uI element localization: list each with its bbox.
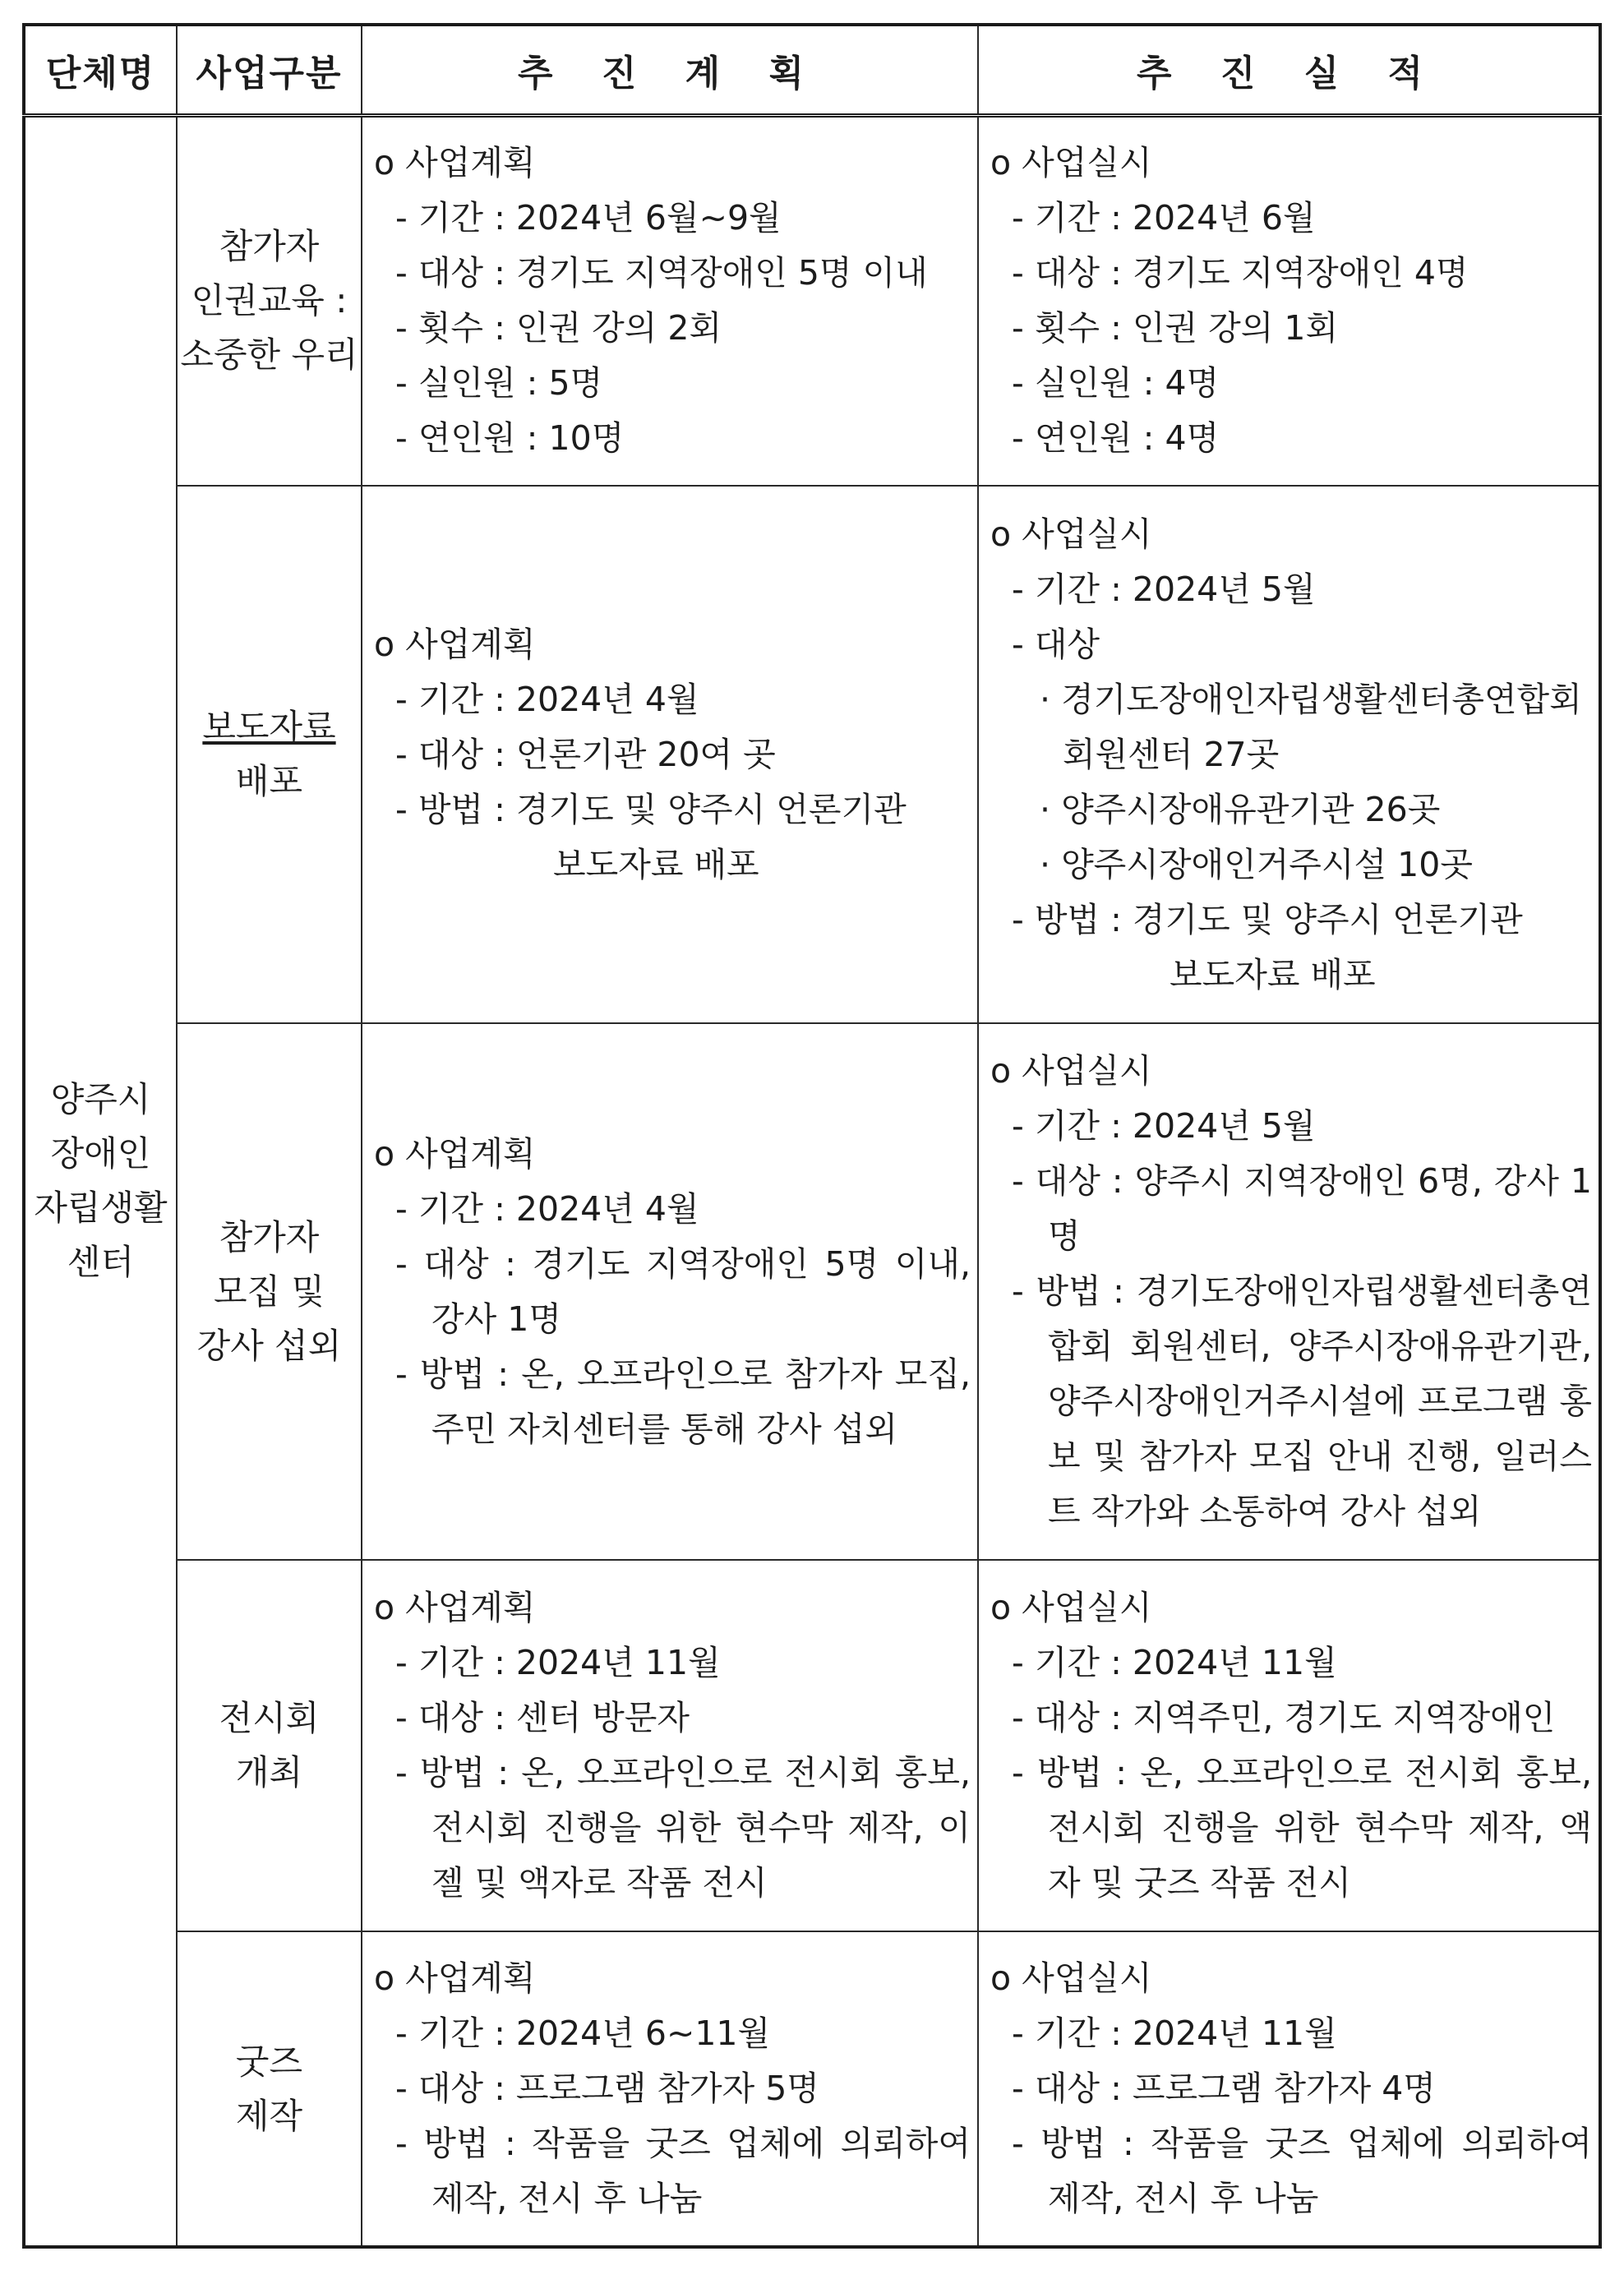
- plan-item: - 기간 : 2024년 4월: [395, 679, 699, 719]
- category-cell: [177, 115, 362, 486]
- result-subitem: · 양주시장애인거주시설 10곳: [1040, 844, 1473, 884]
- org-name-line: 자립생활: [34, 1188, 168, 1229]
- category-line: 소중한 우리: [180, 334, 358, 376]
- plan-item: - 기간 : 2024년 6~11월: [395, 2014, 771, 2053]
- plan-item: - 방법 : 온, 오프라인으로 전시회 홍보, 전시회 진행을 위한 현수막 제작, 이젤 및 액자로 작품 전시: [395, 1753, 971, 1903]
- category-line: 배포: [235, 761, 303, 801]
- result-item: - 기간 : 2024년 5월: [1012, 1106, 1316, 1146]
- category-line: 참가자: [219, 226, 320, 267]
- header-category: 사업구분: [177, 25, 362, 115]
- plan-item: - 연인원 : 10명: [395, 418, 625, 459]
- result-cell: [978, 486, 1600, 1023]
- category-cell: [177, 1560, 362, 1931]
- result-item: - 기간 : 2024년 5월: [1012, 569, 1316, 609]
- plan-item: - 기간 : 2024년 4월: [395, 1188, 699, 1229]
- plan-cell: [362, 1560, 978, 1931]
- result-subitem: · 경기도장애인자립생활센터총연합회: [1040, 679, 1582, 719]
- plan-heading: o 사업계획: [374, 624, 536, 664]
- category-cell: [177, 486, 362, 1023]
- result-item: - 방법 : 작품을 굿즈 업체에 의뢰하여 제작, 전시 후 나눔: [1012, 2124, 1592, 2218]
- result-heading: o 사업실시: [990, 514, 1152, 554]
- plan-cell: [362, 1023, 978, 1560]
- category-line: 모집 및: [213, 1271, 325, 1312]
- table-row: [24, 1560, 1600, 1931]
- result-item: - 횟수 : 인권 강의 1회: [1012, 308, 1339, 348]
- plan-cell: [362, 115, 978, 486]
- org-name-cell: [24, 115, 177, 2247]
- result-item: - 방법 : 경기도장애인자립생활센터총연합회 회원센터, 양주시장애유관기관, 양주시장애인거주시설에 프로그램 홍보 및 참가자 모집 안내 진행, 일러스트 작가와 소통하여 강사 섭외: [1012, 1271, 1592, 1531]
- result-cell: [978, 1560, 1600, 1931]
- plan-heading: o 사업계획: [374, 1133, 536, 1174]
- table-row: [24, 1023, 1600, 1560]
- plan-heading: o 사업계획: [374, 1588, 536, 1627]
- result-item: - 대상 : 경기도 지역장애인 4명: [1012, 253, 1469, 293]
- header-plan: 추 진 계 획: [362, 25, 978, 115]
- category-line: 제작: [235, 2095, 303, 2136]
- result-item: - 방법 : 경기도 및 양주시 언론기관: [1012, 899, 1523, 939]
- category-line: 보도자료: [202, 707, 336, 747]
- result-heading: o 사업실시: [990, 1958, 1152, 1998]
- project-table: [22, 23, 1602, 2249]
- category-cell: [177, 1023, 362, 1560]
- result-item-continued: 보도자료 배포: [1170, 954, 1376, 994]
- category-line: 전시회: [219, 1698, 320, 1738]
- header-org: 단체명: [24, 25, 177, 115]
- org-name-line: 양주시: [50, 1079, 151, 1120]
- category-line: 굿즈: [235, 2041, 303, 2082]
- result-item: - 실인원 : 4명: [1012, 363, 1220, 404]
- plan-item: - 실인원 : 5명: [395, 363, 603, 404]
- result-subitem-continued: 회원센터 27곳: [1063, 734, 1280, 774]
- plan-item: - 기간 : 2024년 6월~9월: [395, 198, 782, 238]
- result-heading: o 사업실시: [990, 1051, 1152, 1091]
- result-item: - 대상 : 양주시 지역장애인 6명, 강사 1명: [1012, 1161, 1592, 1256]
- plan-cell: [362, 1931, 978, 2247]
- org-name-line: 장애인: [50, 1133, 151, 1174]
- result-cell: [978, 1023, 1600, 1560]
- table-row: [24, 1931, 1600, 2247]
- plan-item: - 대상 : 경기도 지역장애인 5명 이내, 강사 1명: [395, 1243, 971, 1339]
- category-line: 인권교육 :: [191, 280, 348, 321]
- category-line: 개최: [235, 1752, 303, 1792]
- plan-item: - 기간 : 2024년 11월: [395, 1643, 721, 1682]
- plan-item: - 횟수 : 인권 강의 2회: [395, 308, 722, 348]
- category-line: 강사 섭외: [196, 1325, 342, 1366]
- table-row: [24, 115, 1600, 486]
- category-line: 참가자: [219, 1216, 320, 1257]
- plan-item: - 대상 : 언론기관 20여 곳: [395, 734, 776, 774]
- header-result: 추 진 실 적: [978, 25, 1600, 115]
- plan-item: - 대상 : 프로그램 참가자 5명: [395, 2069, 819, 2108]
- result-item: - 대상 : 프로그램 참가자 4명: [1012, 2069, 1436, 2108]
- result-subitem: · 양주시장애유관기관 26곳: [1040, 789, 1441, 829]
- result-item: - 방법 : 온, 오프라인으로 전시회 홍보, 전시회 진행을 위한 현수막 제작, 액자 및 굿즈 작품 전시: [1012, 1753, 1592, 1903]
- result-heading: o 사업실시: [990, 1588, 1152, 1627]
- plan-item: - 방법 : 온, 오프라인으로 참가자 모집,주민 자치센터를 통해 강사 섭외: [395, 1354, 971, 1449]
- result-item: - 기간 : 2024년 11월: [1012, 2014, 1337, 2053]
- result-item: - 대상 : 지역주민, 경기도 지역장애인: [1012, 1698, 1556, 1737]
- plan-heading: o 사업계획: [374, 143, 536, 183]
- org-name-line: 센터: [67, 1242, 135, 1283]
- header-row: [24, 25, 1600, 115]
- result-item: - 기간 : 2024년 6월: [1012, 198, 1316, 238]
- plan-item: - 대상 : 센터 방문자: [395, 1698, 690, 1737]
- result-cell: [978, 1931, 1600, 2247]
- table-row: [24, 486, 1600, 1023]
- plan-item: - 방법 : 경기도 및 양주시 언론기관: [395, 789, 907, 829]
- plan-item-continued: 보도자료 배포: [553, 844, 759, 884]
- result-heading: o 사업실시: [990, 143, 1152, 183]
- result-item: - 대상: [1012, 624, 1100, 664]
- plan-heading: o 사업계획: [374, 1958, 536, 1998]
- result-item: - 기간 : 2024년 11월: [1012, 1643, 1337, 1682]
- plan-item: - 대상 : 경기도 지역장애인 5명 이내: [395, 253, 928, 293]
- result-cell: [978, 115, 1600, 486]
- plan-item: - 방법 : 작품을 굿즈 업체에 의뢰하여 제작, 전시 후 나눔: [395, 2124, 971, 2218]
- plan-cell: [362, 486, 978, 1023]
- result-item: - 연인원 : 4명: [1012, 418, 1220, 459]
- category-cell: [177, 1931, 362, 2247]
